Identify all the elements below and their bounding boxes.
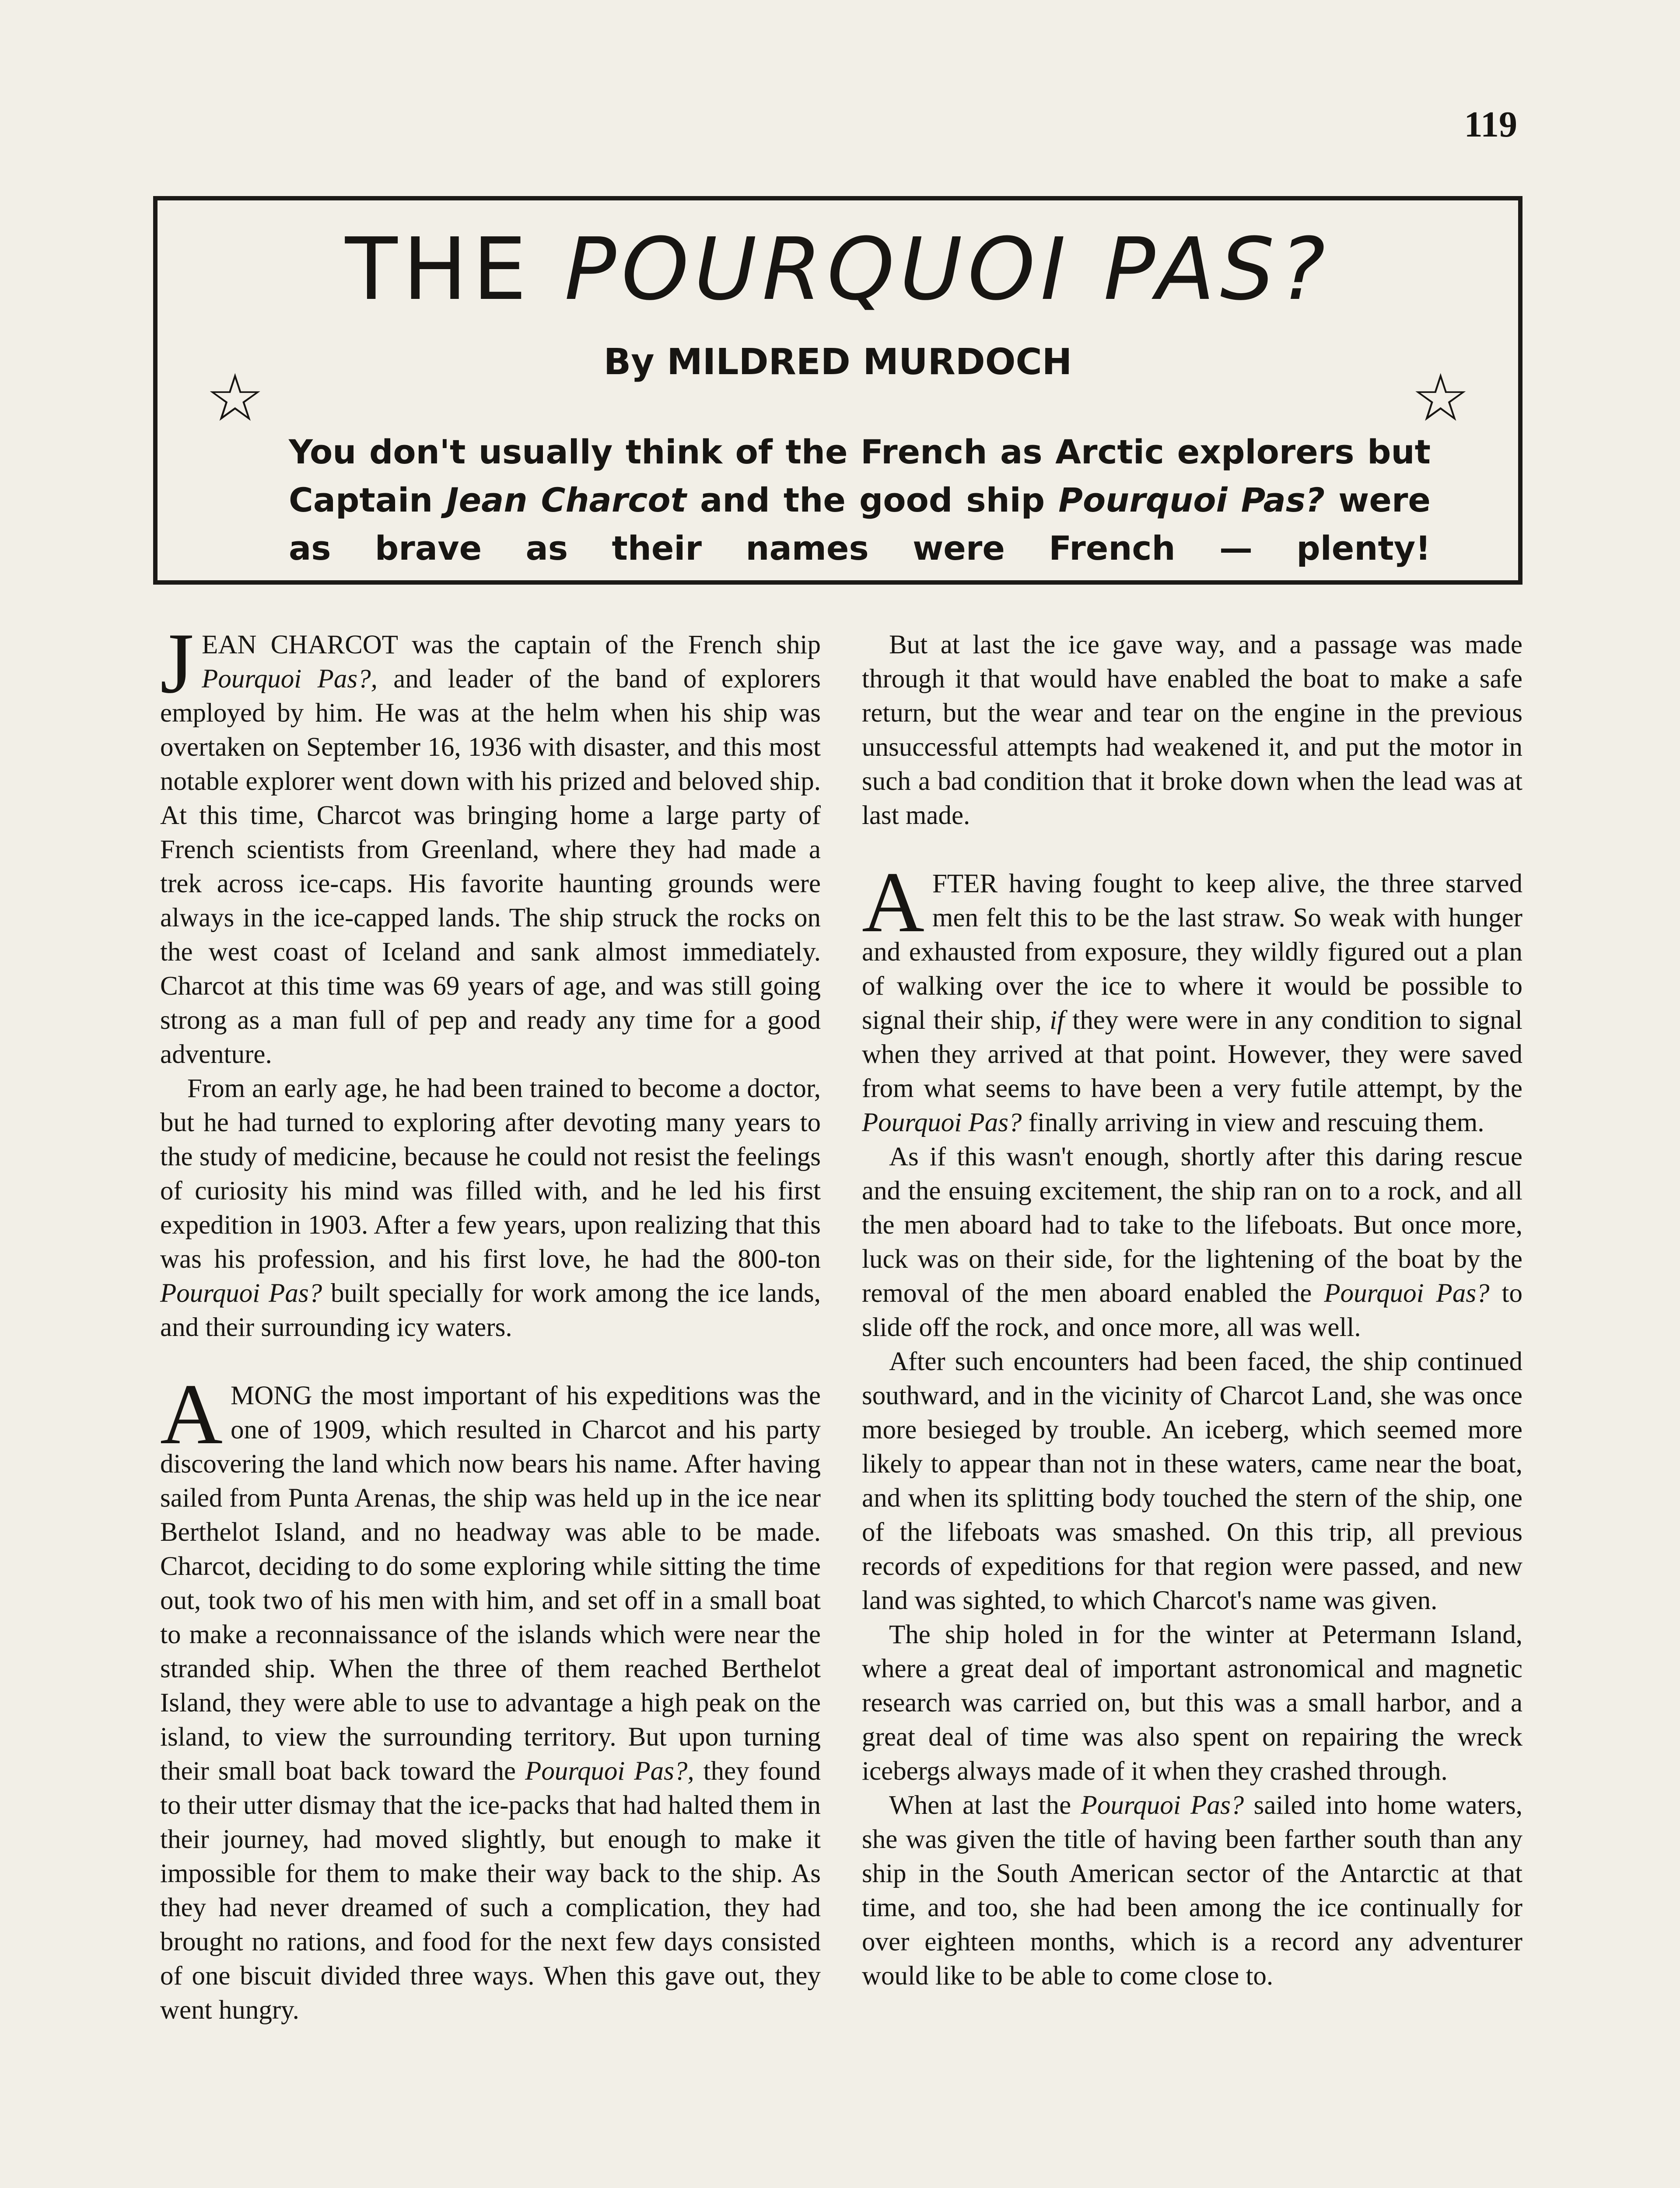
paragraph bbox=[862, 1140, 1522, 1345]
paragraph-text: EAN CHARCOT was the captain of the French ship bbox=[202, 630, 821, 659]
title-box bbox=[153, 196, 1522, 585]
paragraph: The ship holed in for the winter at Petermann Island, where a great deal of important astronomical and magnetic research was carried on, but this was a small harbor, and a great deal of time was also spent on repairing the wreck icebergs always made of it when they crashed through. bbox=[862, 1620, 1522, 1786]
paragraph-text: When at last the bbox=[889, 1791, 1081, 1820]
paragraph bbox=[862, 854, 1522, 1140]
right-column bbox=[862, 628, 1522, 1993]
byline: By MILDRED MURDOCH bbox=[603, 341, 1072, 383]
tagline-name: Jean Charcot bbox=[446, 480, 686, 519]
paragraph bbox=[160, 1366, 821, 2027]
paragraph-text: built specially for work among the ice lands, and their surrounding icy waters. bbox=[160, 1279, 821, 1342]
paragraph-text: they were were in any condition to signal when they arrived at that point. However, they were saved from what seems to have been a very futile attempt, by the bbox=[862, 1006, 1522, 1103]
ship-name: Pourquoi Pas? bbox=[1324, 1279, 1490, 1308]
tagline-text: You don't usually think of the French as Arctic explorers but Captain bbox=[289, 432, 1431, 519]
drop-cap: A bbox=[160, 1366, 223, 1462]
paragraph-text: sailed into home waters, she was given the title of having been farther south than any ship in the South American sector of the Antarctic at that time, and too, she had been among the ice continually for over eighteen months, which is a record any adventurer would like to be able to come close to. bbox=[862, 1791, 1523, 1991]
ship-name: Pourquoi Pas?, bbox=[525, 1757, 694, 1786]
star-icon: ☆ bbox=[206, 362, 265, 435]
paragraph bbox=[160, 615, 821, 1072]
ship-name: Pourquoi Pas?, bbox=[202, 664, 378, 694]
paragraph-text: to slide off the rock, and once more, all was well. bbox=[862, 1279, 1523, 1342]
title-italic: POURQUOI PAS? bbox=[564, 220, 1331, 319]
drop-cap: A bbox=[862, 854, 924, 950]
paragraph-text: MONG the most important of his expeditions was the one of 1909, which resulted in Charcot and his party discovering the land which now bears his name. After having sailed from Punta Arenas, the ship was held up in the ice near Berthelot Island, and no headway was able to be made. Charcot, deciding to do some exploring while sitting the time out, took two of his men with him, and set off in a small boat to make a reconnaissance of the islands which were near the stranded ship. When the three of them reached Berthelot Island, they were able to use to advantage a high peak on the island, to view the surrounding territory. But upon turning their small boat back toward the bbox=[160, 1381, 821, 1786]
tagline-text: were as brave as their names were French — plenty! bbox=[289, 480, 1431, 568]
article-title bbox=[158, 220, 1518, 319]
title-plain: THE bbox=[345, 220, 565, 319]
ship-name: Pourquoi Pas? bbox=[1081, 1791, 1244, 1820]
tagline-text: and the good ship bbox=[686, 480, 1059, 519]
drop-cap: J bbox=[160, 615, 194, 711]
paragraph: After such encounters had been faced, the ship continued southward, and in the vicinity of Charcot Land, she was once more besieged by trouble. An iceberg, which seemed more likely to appear than not in these waters, came near the boat, and when its splitting body touched the stern of the ship, one of the lifeboats was smashed. On this trip, all previous records of expeditions for that region were passed, and new land was sighted, to which Charcot's name was given. bbox=[862, 1347, 1522, 1615]
emphasis: if bbox=[1050, 1006, 1065, 1035]
tagline bbox=[289, 428, 1431, 572]
paragraph: But at last the ice gave way, and a passage was made through it that would have enabled the boat to make a safe return, but the wear and tear on the engine in the previous unsuccessful attempts had weakened it, and put the motor in such a bad condition that it broke down when the lead was at last made. bbox=[862, 630, 1522, 830]
paragraph-text: and leader of the band of explorers employed by him. He was at the helm when his ship was overtaken on September 16, 1936 with disaster, and this most notable explorer went down with his prized and beloved ship. At this time, Charcot was bringing home a large party of French scientists from Greenland, where they had made a trek across ice-caps. His favorite haunting grounds were always in the ice-capped lands. The ship struck the rocks on the west coast of Iceland and sank almost immediately. Charcot at this time was 69 years of age, and was still going strong as a man full of pep and ready any time for a good adventure. bbox=[160, 664, 821, 1069]
star-icon: ☆ bbox=[1411, 362, 1470, 435]
paragraph-text: As if this wasn't enough, shortly after this daring rescue and the ensuing excitement, the ship ran on to a rock, and all the men aboard had to take to the lifeboats. But once more, luck was on their side, for the lightening of the boat by the removal of the men aboard enabled the bbox=[862, 1142, 1522, 1308]
page-number: 119 bbox=[1464, 104, 1517, 145]
paragraph-text: FTER having fought to keep alive, the three starved men felt this to be the last straw. So weak with hunger and exhausted from exposure, they wildly figured out a plan of walking over the ice to where it would be possible to signal their ship, bbox=[862, 869, 1522, 1035]
ship-name: Pourquoi Pas? bbox=[160, 1279, 322, 1308]
paragraph-text: From an early age, he had been trained to become a doctor, but he had turned to exploring after devoting many years to the study of medicine, because he could not resist the feelings of curiosity his mind was filled with, and he led his first expedition in 1903. After a few years, upon realizing that this was his profession, and his first love, he had the 800-ton bbox=[160, 1074, 821, 1274]
paragraph bbox=[160, 1072, 821, 1345]
ship-name: Pourquoi Pas? bbox=[862, 1108, 1022, 1137]
tagline-ship: Pourquoi Pas? bbox=[1058, 480, 1325, 519]
paragraph-text: they found to their utter dismay that the ice-packs that had halted them in their journey, had moved slightly, but enough to make it impossible for them to make their way back to the ship. As they had never dreamed of such a complication, they had brought no rations, and food for the next few days consisted of one biscuit divided three ways. When this gave out, they went hungry. bbox=[160, 1757, 821, 2025]
left-column bbox=[160, 615, 821, 2027]
paragraph-text: finally arriving in view and rescuing them. bbox=[1022, 1108, 1484, 1137]
paragraph bbox=[862, 1788, 1522, 1993]
